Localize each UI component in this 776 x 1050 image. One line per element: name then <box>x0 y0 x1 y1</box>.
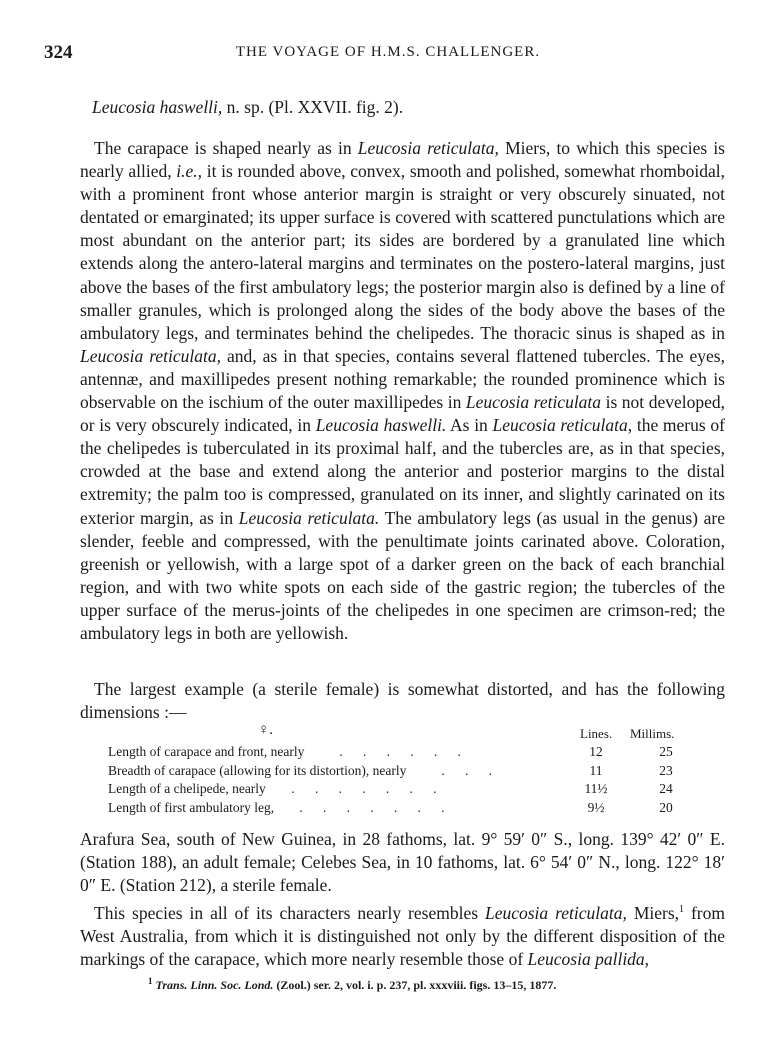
col-header-lines: Lines. <box>580 726 613 741</box>
locality-paragraph: Arafura Sea, south of New Guinea, in 28 fathoms, lat. 9° 59′ 0″ S., long. 139° 42′ 0″ E. (Station 188), an adult female; Celebes Sea, in 10 fathoms, lat. 6° 54′ 0″ N., long. 122° 18′ 0″ E. (Station 212), a sterile female. <box>80 829 725 896</box>
leader-dots: . . . . . . <box>336 744 461 759</box>
leader-dots: . . . <box>438 762 492 778</box>
value-lines: 11 <box>589 762 603 778</box>
row-label: Breadth of carapace (allowing for its distortion), nearly <box>108 762 407 778</box>
footnote <box>148 976 556 993</box>
species-note: n. sp. (Pl. XXVII. fig. 2). <box>222 97 404 117</box>
page-header <box>44 42 732 66</box>
species-heading <box>80 96 737 118</box>
table-row <box>108 744 728 763</box>
footnote-ref: 1 <box>679 904 685 915</box>
footnote-mark: 1 <box>148 976 153 986</box>
value-lines: 12 <box>589 744 603 759</box>
value-millims: 20 <box>659 799 673 815</box>
leader-dots: . . . . . . . <box>288 781 437 796</box>
description-paragraph: The carapace is shaped nearly as in Leucosia reticulata, Miers, to which this species is nearly allied, i.e., it is rounded above, convex, smooth and polished, somewhat rhomboidal, with a prominent front whose anterior margin is straight or very obscurely sinuated, not dentated or emarginated; its upper surface is covered with scattered punctulations which are most abundant on the anterior part; its sides are bordered by a granulated line which extends along the antero-lateral margins and terminates on the postero-lateral margins, just above the bases of the first ambulatory legs; the posterior margin also is defined by a line of smaller granules, which is prolonged along the sides of the body above the bases of the ambulatory legs, and terminates behind the chelipedes. The thoracic sinus is shaped as in Leucosia reticulata, and, as in that species, contains several flattened tubercles. The eyes, antennæ, and maxillipedes present nothing remarkable; the rounded prominence which is observable on the ischium of the outer maxillipedes in Leucosia reticulata is not developed, or is very obscurely indicated, in Leucosia haswelli. As in Leucosia reticulata, the merus of the chelipedes is tuberculated in its proximal half, and the tubercles are, as in that species, crowded at the base and extend along the anterior and posterior margins to the distal extremity; the palm too is compressed, granulated on its inner, and slightly carinated on its exterior margin, as in Leucosia reticulata. The ambulatory legs (as usual in the genus) are slender, feeble and compressed, with the penultimate joints carinated above. Coloration, greenish or yellowish, with a large spot of a darker green on the back of each branchial region, and with two white spots on each side of the gastric region; the tubercles of the upper surface of the merus-joints of the chelipedes in one specimen are crimson-red; the ambulatory legs in both are yellowish. <box>80 138 725 643</box>
table-row <box>108 763 728 782</box>
footnote-journal: Trans. Linn. Soc. Lond. <box>155 978 274 992</box>
leader-dots: . . . . . . . <box>296 799 445 815</box>
value-millims: 24 <box>659 781 673 796</box>
value-lines: 11½ <box>584 781 608 796</box>
footnote-citation: (Zool.) ser. 2, vol. i. p. 237, pl. xxxviii. figs. 13–15, 1877. <box>273 978 557 992</box>
species-name: Leucosia haswelli, <box>92 97 223 117</box>
row-label: Length of first ambulatory leg, <box>108 799 275 815</box>
value-millims: 23 <box>659 762 673 778</box>
comparison-paragraph: This species in all of its characters nearly resembles Leucosia reticulata, Miers,$^1$ from West Australia, from which it is distinguished not only by the different disposition of the markings of the carapace, which more nearly resemble those of Leucosia pallida, <box>80 902 725 970</box>
col-header-millims: Millims. <box>630 726 675 741</box>
row-label: Length of a chelipede, nearly <box>108 781 266 796</box>
running-title: THE VOYAGE OF H.M.S. CHALLENGER. <box>235 44 541 60</box>
value-millims: 25 <box>659 744 673 759</box>
female-symbol: ♀. <box>258 722 273 738</box>
table-row <box>108 781 728 800</box>
dimensions-intro: The largest example (a sterile female) is somewhat distorted, and has the following dimensions :— <box>80 679 725 722</box>
row-label: Length of carapace and front, nearly <box>108 744 305 759</box>
table-row <box>108 800 728 819</box>
page-number: 324 <box>44 42 73 63</box>
value-lines: 9½ <box>587 799 605 815</box>
dimensions-table <box>108 744 728 818</box>
